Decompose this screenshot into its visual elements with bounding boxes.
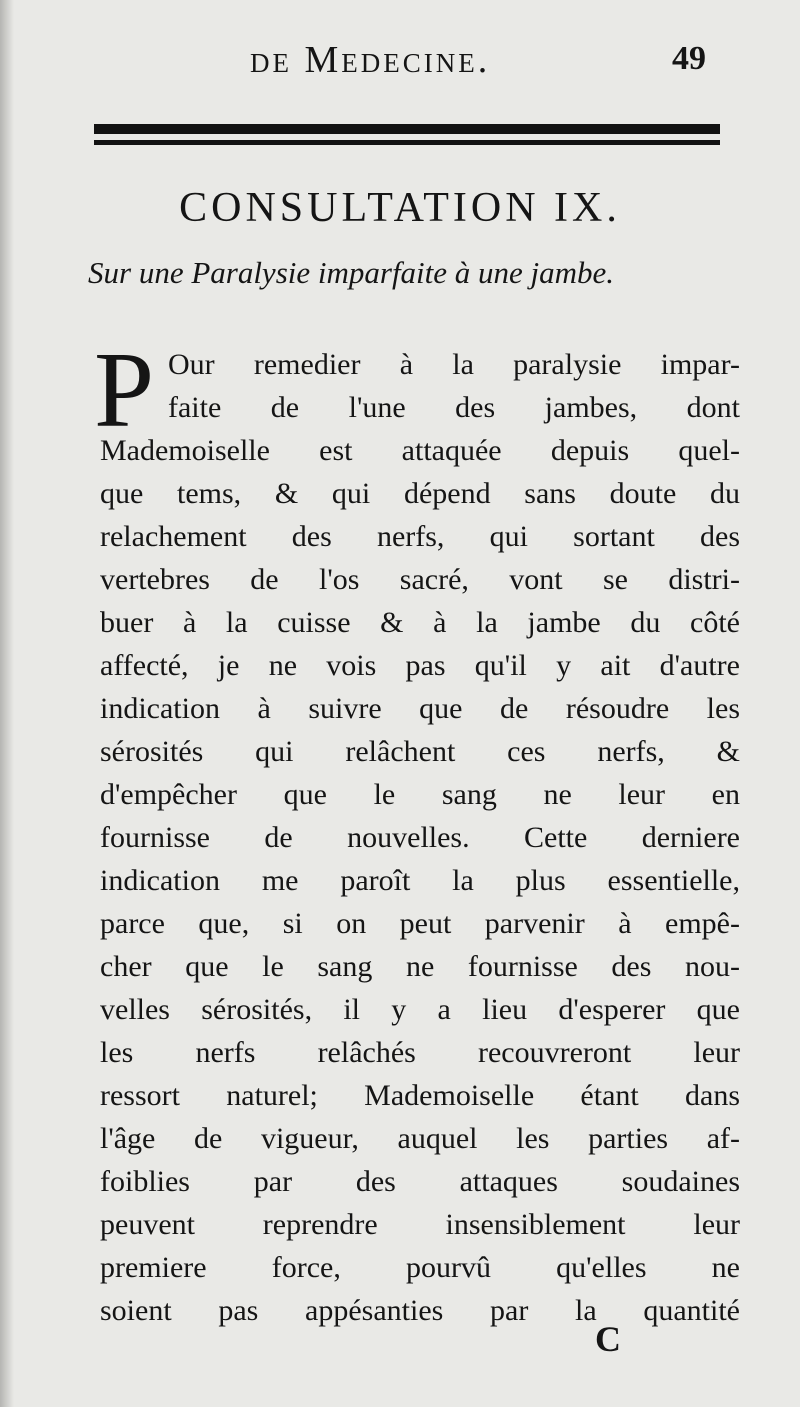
text-line: les nerfs relâchés recouvreront leur [100, 1036, 740, 1069]
running-head [0, 38, 800, 88]
chapter-subheading: Sur une Paralysie imparfaite à une jambe. [88, 255, 615, 290]
text-line: cher que le sang ne fournisse des nou- [100, 950, 740, 983]
running-title: de Medecine. [250, 39, 491, 81]
text-line: peuvent reprendre insensiblement leur [100, 1208, 740, 1241]
text-line: Our remedier à la paralysie impar- [168, 348, 740, 381]
text-line: foiblies par des attaques soudaines [100, 1165, 740, 1198]
text-line: ressort naturel; Mademoiselle étant dans [100, 1079, 740, 1112]
text-line: soient pas appésanties par la quantité [100, 1294, 740, 1327]
text-line: indication me paroît la plus essentielle, [100, 864, 740, 897]
text-line: velles sérosités, il y a lieu d'esperer que [100, 993, 740, 1026]
text-line: faite de l'une des jambes, dont [168, 391, 740, 424]
text-line: d'empêcher que le sang ne leur en [100, 778, 740, 811]
text-line: l'âge de vigueur, auquel les parties af- [100, 1122, 740, 1155]
text-line: que tems, & qui dépend sans doute du [100, 477, 740, 510]
text-line: sérosités qui relâchent ces nerfs, & [100, 735, 740, 768]
signature-mark: C [595, 1319, 621, 1359]
drop-cap: P [94, 331, 155, 450]
text-line: vertebres de l'os sacré, vont se distri- [100, 563, 740, 596]
text-line: buer à la cuisse & à la jambe du côté [100, 606, 740, 639]
text-line: Mademoiselle est attaquée depuis quel- [100, 434, 740, 467]
text-line: indication à suivre que de résoudre les [100, 692, 740, 725]
text-line: parce que, si on peut parvenir à empê- [100, 907, 740, 940]
chapter-heading: CONSULTATION IX. [179, 185, 621, 231]
text-line: relachement des nerfs, qui sortant des [100, 520, 740, 553]
page-number: 49 [672, 40, 706, 77]
header-rule-thin [94, 140, 720, 145]
header-rule-thick [94, 124, 720, 134]
text-line: affecté, je ne vois pas qu'il y ait d'autre [100, 649, 740, 682]
text-line: premiere force, pourvû qu'elles ne [100, 1251, 740, 1284]
text-line: fournisse de nouvelles. Cette derniere [100, 821, 740, 854]
